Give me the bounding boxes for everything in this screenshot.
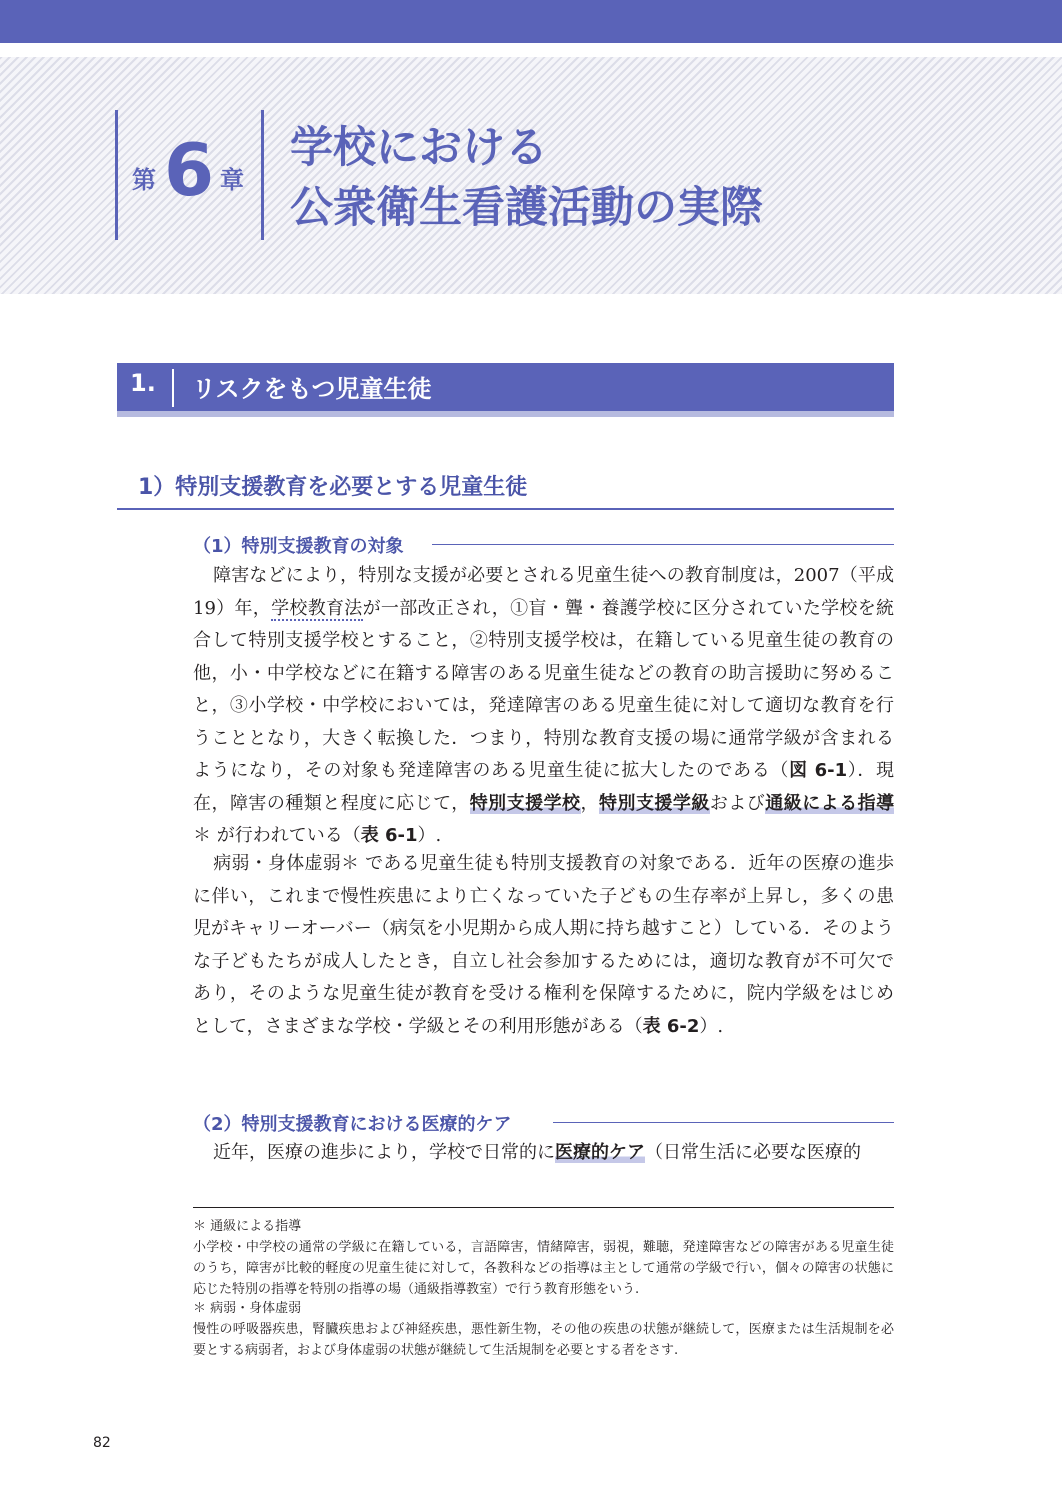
- keyword-school-education-act: 学校教育法: [271, 597, 363, 619]
- item-1-paragraph-2: 病弱・身体虚弱＊ である児童生徒も特別支援教育の対象である．近年の医療の進歩に伴い，これまで慢性疾患により亡くなっていた子どもの生存率が上昇し，多くの患児がキャリーオーバー（病気を小児期から成人期に持ち越すこと）している．そのような子どもたちが成人したとき，自立し社会参加するためには，適切な教育が不可欠であり，そのような児童生徒が教育を受ける権利を保障するために，院内学級をはじめとして，さまざまな学校・学級とその利用形態がある（表 6-2）.: [193, 853, 894, 1037]
- chapter-suffix: 章: [220, 166, 244, 194]
- subsection-heading: 1）特別支援教育を必要とする児童生徒: [138, 475, 528, 500]
- footnote-2-body: 慢性の呼吸器疾患，腎臓疾患および神経疾患，悪性新生物，その他の疾患の状態が継続して，医療または生活規制を必要とする病弱者，および身体虚弱の状態が継続して生活規制を必要とする者をさす.: [193, 1322, 894, 1358]
- chapter-number-digit: 6: [164, 128, 215, 212]
- section-title: リスクをもつ児童生徒: [192, 375, 432, 403]
- item-1-heading: （1）特別支援教育の対象: [193, 536, 404, 557]
- subsection-rule: [117, 508, 894, 510]
- chapter-mid-rule: [261, 110, 264, 240]
- table-ref-2: 表 6-2: [642, 1015, 700, 1037]
- keyword-resource-room-instruction: 通級による指導: [765, 792, 895, 814]
- chapter-prefix: 第: [132, 166, 156, 194]
- chapter-title: [290, 118, 763, 238]
- item-1-paragraph-1: 障害などにより，特別な支援が必要とされる児童生徒への教育制度は，2007（平成 19）年，学校教育法が一部改正され，①盲・聾・養護学校に区分されていた学校を統合して特別支援学校とすること，②特別支援学校は，在籍している児童生徒の教育の他，小・中学校などに在籍する障害のある児童生徒などの教育の助言援助に努めること，③小学校・中学校においては，発達障害のある児童生徒に対して適切な教育を行うこととなり，大きく転換した．つまり，特別な教育支援の場に通常学級が含まれるようになり，その対象も発達障害のある児童生徒に拡大したのである（図 6-1）．現在，障害の種類と程度に応じて，特別支援学校，特別支援学級および通級による指導＊ が行われている（表 6-1）.: [193, 565, 895, 846]
- chapter-title-line-1: 学校における: [290, 123, 548, 173]
- figure-ref: 図 6-1: [789, 760, 848, 781]
- keyword-special-support-school: 特別支援学校: [469, 792, 581, 814]
- footnote-1-term: ＊ 通級による指導: [193, 1219, 302, 1234]
- table-ref-1: 表 6-1: [360, 825, 418, 846]
- keyword-special-support-class: 特別支援学級: [599, 792, 710, 814]
- chapter-number: [132, 130, 252, 210]
- footnote-2: [193, 1298, 894, 1361]
- section-divider: [172, 369, 174, 407]
- section-heading-underbar: [117, 411, 894, 417]
- top-color-bar: [0, 0, 1062, 43]
- item-2-rule: [553, 1122, 894, 1123]
- footnote-rule: [193, 1207, 894, 1208]
- footnote-1-body: 小学校・中学校の通常の学級に在籍している，言語障害，情緒障害，弱視，難聴，発達障害などの障害がある児童生徒のうち，障害が比較的軽度の児童生徒に対して，各教科などの指導は主として通常の学級で行い，個々の障害の状態に応じた特別の指導を特別の指導の場（通級指導教室）で行う教育形態をいう.: [193, 1240, 894, 1297]
- section-number: 1.: [130, 369, 156, 397]
- item-1-rule: [432, 544, 894, 545]
- keyword-medical-care: 医療的ケア: [555, 1142, 645, 1163]
- chapter-title-line-2: 公衆衛生看護活動の実際: [290, 183, 763, 233]
- item-2-paragraph-1: 近年，医療の進歩により，学校で日常的に医療的ケア（日常生活に必要な医療的: [213, 1142, 861, 1163]
- page-number: 82: [93, 1435, 111, 1451]
- footnote-1: [193, 1216, 894, 1300]
- chapter-left-rule: [115, 110, 118, 240]
- item-2-heading: （2）特別支援教育における医療的ケア: [193, 1114, 512, 1135]
- footnote-2-term: ＊ 病弱・身体虚弱: [193, 1301, 302, 1316]
